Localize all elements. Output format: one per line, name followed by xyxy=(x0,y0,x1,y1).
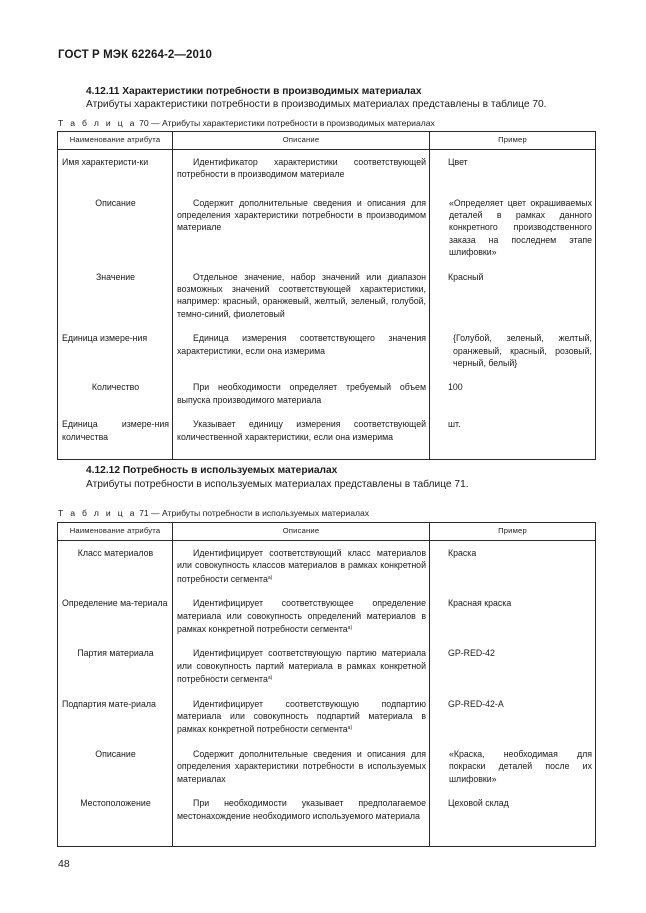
table-row xyxy=(58,641,596,691)
footnote-marker: а) xyxy=(267,675,273,682)
table-70 xyxy=(57,131,596,460)
attribute-name: Значение xyxy=(58,265,173,327)
attribute-description xyxy=(173,641,430,691)
attribute-example: {Голубой, зеленый, желтый, оранжевый, красный, розовый, черный, белый} xyxy=(430,326,596,375)
section-title-4-12-11: 4.12.11 Характеристики потребности в производимых материалах xyxy=(86,86,422,97)
column-header-description: Описание xyxy=(173,132,430,150)
table-row xyxy=(58,412,596,459)
table-row xyxy=(58,150,596,191)
attribute-description: При необходимости определяет требуемый объем выпуска производимого материала xyxy=(173,375,430,412)
table-70-caption xyxy=(58,118,435,128)
attribute-name: Единица измере-ния xyxy=(58,326,173,375)
attribute-example: 100 xyxy=(430,375,596,412)
table-71-caption xyxy=(58,508,369,518)
attribute-description-text: Идентифицирует соответствующую партию материала или совокупность партий материала в рамках конкретной потребности сегмента xyxy=(177,648,426,685)
section-intro-4-12-11: Атрибуты характеристики потребности в производимых материалах представлены в таблице 70. xyxy=(86,99,547,110)
attribute-description-text: Идентифицирует соответствующую подпартию материала или совокупность подпартий материала в рамках конкретной потребности сегмента xyxy=(177,698,426,735)
attribute-name: Описание xyxy=(58,742,173,791)
page-number: 48 xyxy=(58,858,70,870)
attribute-name: Партия материала xyxy=(58,641,173,691)
attribute-description: Идентификатор характеристики соответствующей потребности в производимом материале xyxy=(173,150,430,191)
attribute-example: Цвет xyxy=(430,150,596,191)
attribute-name: Имя характеристи-ки xyxy=(58,150,173,191)
attribute-name: Единица измере-ния количества xyxy=(58,412,173,459)
attribute-name: Подпартия мате-риала xyxy=(58,692,173,742)
attribute-example: Красная краска xyxy=(430,591,596,641)
attribute-description-text: Идентифицирует соответствующий класс материалов или совокупность классов материалов в рамках конкретной потребности сегмента xyxy=(177,548,426,584)
document-header: ГОСТ Р МЭК 62264-2—2010 xyxy=(58,49,212,61)
table-row xyxy=(58,591,596,641)
attribute-name: Класс материалов xyxy=(58,541,173,592)
attribute-description xyxy=(173,541,430,592)
attribute-description: При необходимости указывает предполагаемое местонахождение необходимого используемого материала xyxy=(173,791,430,846)
footnote-marker: а) xyxy=(347,725,353,732)
attribute-example: GP-RED-42 xyxy=(430,641,596,691)
column-header-example: Пример xyxy=(430,132,596,150)
column-header-description: Описание xyxy=(173,523,430,541)
attribute-example: Красный xyxy=(430,265,596,327)
section-title-4-12-12: 4.12.12 Потребность в используемых материалах xyxy=(86,465,338,476)
attribute-example: «Краска, необходимая для покраски деталей после их шлифовки» xyxy=(430,742,596,791)
attribute-description: Содержит дополнительные сведения и описания для определения характеристики потребности в производимом материале xyxy=(173,191,430,265)
attribute-description-text: Идентифицирует соответствующее определение материала или совокупность определений материалов в рамках конкретной потребности сегмента xyxy=(177,598,426,635)
table-caption-prefix: Т а б л и ц а xyxy=(58,508,137,518)
table-row xyxy=(58,326,596,375)
attribute-example: Краска xyxy=(430,541,596,592)
attribute-name: Определение ма-териала xyxy=(58,591,173,641)
attribute-name: Местоположение xyxy=(58,791,173,846)
footnote-marker: а) xyxy=(347,625,353,632)
table-row xyxy=(58,191,596,265)
attribute-description: Отдельное значение, набор значений или диапазон возможных значений соответствующей характеристики, например: красный, оранжевый, желтый, зеленый, голубой, темно-синий, фиолетовый xyxy=(173,265,430,327)
attribute-description: Указывает единицу измерения соответствующей количественной характеристики, если она измерима xyxy=(173,412,430,459)
table-row xyxy=(58,742,596,791)
attribute-name: Описание xyxy=(58,191,173,265)
column-header-example: Пример xyxy=(430,523,596,541)
attribute-example: Цеховой склад xyxy=(430,791,596,846)
footnote-marker: а) xyxy=(267,574,273,581)
section-intro-4-12-12: Атрибуты потребности в используемых материалах представлены в таблице 71. xyxy=(86,479,469,490)
attribute-description xyxy=(173,591,430,641)
attribute-name: Количество xyxy=(58,375,173,412)
attribute-example: шт. xyxy=(430,412,596,459)
table-row xyxy=(58,265,596,327)
attribute-example: GP-RED-42-A xyxy=(430,692,596,742)
attribute-description xyxy=(173,692,430,742)
attribute-example: «Определяет цвет окрашиваемых деталей в рамках данного конкретного производственного заказа на последнем этапе шлифовки» xyxy=(430,191,596,265)
column-header-name: Наименование атрибута xyxy=(58,132,173,150)
attribute-description: Содержит дополнительные сведения и описания для определения характеристики потребности в используемых материалах xyxy=(173,742,430,791)
table-71 xyxy=(57,522,596,847)
table-row xyxy=(58,375,596,412)
table-caption-prefix: Т а б л и ц а xyxy=(58,118,137,128)
table-caption-text: 71 — Атрибуты потребности в используемых материалах xyxy=(136,508,370,518)
table-caption-text: 70 — Атрибуты характеристики потребности в производимых материалах xyxy=(136,118,435,128)
column-header-name: Наименование атрибута xyxy=(58,523,173,541)
table-row xyxy=(58,541,596,592)
table-row xyxy=(58,692,596,742)
attribute-description: Единица измерения соответствующего значения характеристики, если она измерима xyxy=(173,326,430,375)
table-row xyxy=(58,791,596,846)
